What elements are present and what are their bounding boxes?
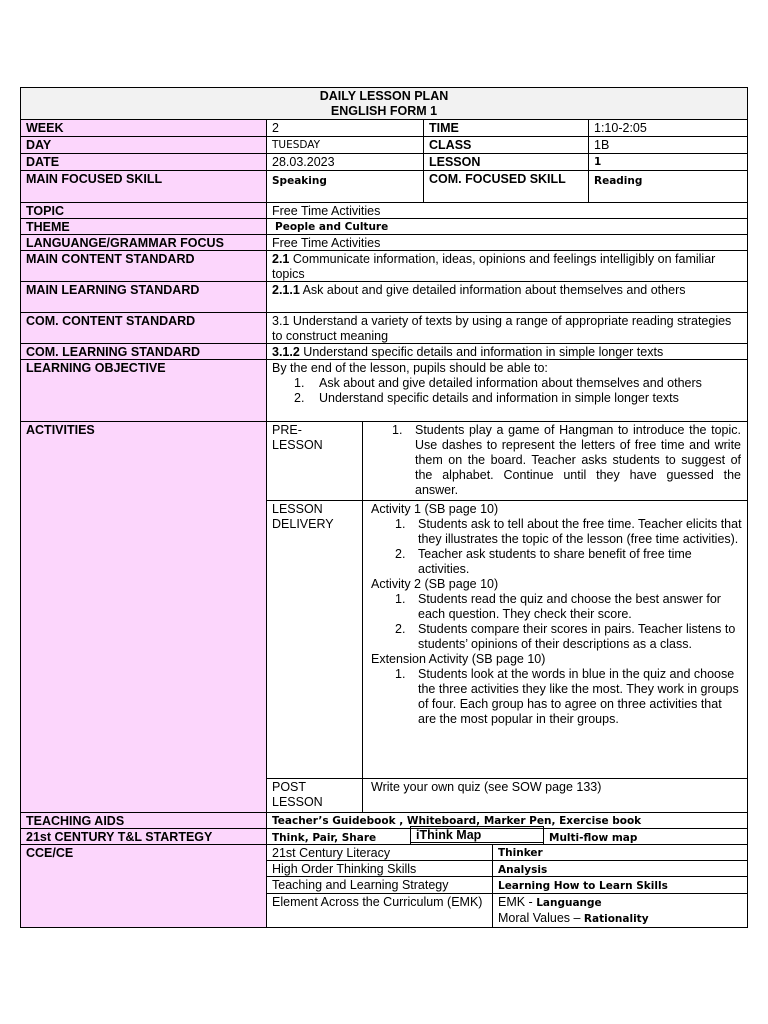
com-content-standard-label: COM. CONTENT STANDARD <box>20 312 267 344</box>
strategy-value-a: Think, Pair, Share <box>266 828 411 845</box>
activity-item <box>371 592 742 622</box>
teaching-aids-value: Teacher’s Guidebook , Whiteboard, Marker Pen, Exercise book <box>266 812 748 829</box>
item-text: Students look at the words in blue in the quiz and choose the three activities they like the most. They work in groups of four. Each group has to agree on three activities that are the most popular in their groups. <box>418 667 739 726</box>
date-label: DATE <box>20 153 267 171</box>
learning-objective-value <box>266 359 748 422</box>
activity-heading: Activity 1 (SB page 10) <box>371 502 499 516</box>
lesson-value: 1 <box>588 153 748 171</box>
main-learning-text: Ask about and give detailed information about themselves and others <box>299 283 686 297</box>
com-focused-skill-label: COM. FOCUSED SKILL <box>423 170 589 203</box>
main-content-text: Communicate information, ideas, opinions and feelings intelligibly on familiar topics <box>272 252 716 281</box>
time-value: 1:10-2:05 <box>588 119 748 137</box>
cce-right <box>492 893 748 928</box>
cce-emk-line <box>498 895 742 911</box>
com-learning-standard-label: COM. LEARNING STANDARD <box>20 343 267 360</box>
item-text: Students compare their scores in pairs. Teacher listens to students’ opinions of their descriptions as a class. <box>418 622 736 651</box>
com-learning-standard-value <box>266 343 748 360</box>
main-learning-standard-value <box>266 281 748 313</box>
com-content-standard-value: 3.1 Understand a variety of texts by using a range of appropriate reading strategies to construct meaning <box>266 312 748 344</box>
com-focused-skill-value: Reading <box>588 170 748 203</box>
lesson-delivery-label: LESSON DELIVERY <box>266 500 363 779</box>
cce-left: Element Across the Curriculum (EMK) <box>266 893 493 928</box>
date-value: 28.03.2023 <box>266 153 424 171</box>
activity-item <box>371 667 742 727</box>
cce-moral-line <box>498 911 742 927</box>
learning-objective-label: LEARNING OBJECTIVE <box>20 359 267 422</box>
lesson-delivery-content <box>362 500 748 779</box>
post-lesson-label: POST LESSON <box>266 778 363 813</box>
day-label: DAY <box>20 136 267 154</box>
teaching-aids-label: TEACHING AIDS <box>20 812 267 829</box>
activity-heading: Extension Activity (SB page 10) <box>371 652 546 666</box>
week-label: WEEK <box>20 119 267 137</box>
strategy-label: 21st CENTURY T&L STARTEGY <box>20 828 267 845</box>
strategy-value-c: Multi-flow map <box>543 828 748 845</box>
emk-prefix: EMK - <box>498 895 537 909</box>
objective-number: 1. <box>294 376 305 390</box>
item-number: 1. <box>395 592 406 606</box>
objective-intro: By the end of the lesson, pupils should be able to: <box>272 361 548 375</box>
cce-right: Learning How to Learn Skills <box>492 876 748 894</box>
main-focused-skill-label: MAIN FOCUSED SKILL <box>20 170 267 203</box>
grammar-focus-label: LANGUANGE/GRAMMAR FOCUS <box>20 234 267 251</box>
objective-text: Understand specific details and information in simple longer texts <box>319 391 679 405</box>
day-value: TUESDAY <box>266 136 424 154</box>
strategy-value-b: iThink Map <box>410 826 544 843</box>
activity-item <box>371 622 742 652</box>
topic-value: Free Time Activities <box>266 202 748 219</box>
post-lesson-content: Write your own quiz (see SOW page 133) <box>362 778 748 813</box>
cce-right: Thinker <box>492 844 748 861</box>
cce-left: High Order Thinking Skills <box>266 860 493 877</box>
pre-lesson-label: PRE- LESSON <box>266 421 363 501</box>
com-learning-code: 3.1.2 <box>272 345 300 359</box>
theme-label: THEME <box>20 218 267 235</box>
main-content-standard-value <box>266 250 748 282</box>
lesson-plan-table <box>20 87 748 928</box>
plan-title <box>20 87 748 120</box>
cce-label: CCE/CE <box>20 844 267 928</box>
topic-label: TOPIC <box>20 202 267 219</box>
main-focused-skill-value: Speaking <box>266 170 424 203</box>
cce-right: Analysis <box>492 860 748 877</box>
objective-item <box>272 391 742 406</box>
moral-prefix: Moral Values – <box>498 911 584 925</box>
main-content-standard-label: MAIN CONTENT STANDARD <box>20 250 267 282</box>
plan-title-line1: DAILY LESSON PLAN <box>319 89 449 103</box>
class-label: CLASS <box>423 136 589 154</box>
objective-item <box>272 376 742 391</box>
item-number: 1. <box>392 423 403 437</box>
lesson-label: LESSON <box>423 153 589 171</box>
item-number: 1. <box>395 667 406 681</box>
objective-text: Ask about and give detailed information about themselves and others <box>319 376 702 390</box>
cce-left: 21st Century Literacy <box>266 844 493 861</box>
item-text: Students read the quiz and choose the best answer for each question. They check their score. <box>418 592 721 621</box>
pre-lesson-content <box>362 421 748 501</box>
activity-heading: Activity 2 (SB page 10) <box>371 577 499 591</box>
item-number: 2. <box>395 622 406 636</box>
main-learning-code: 2.1.1 <box>272 283 300 297</box>
grammar-focus-value: Free Time Activities <box>266 234 748 251</box>
moral-value: Rationality <box>583 913 649 925</box>
activity-item <box>371 547 742 577</box>
time-label: TIME <box>423 119 589 137</box>
activity-item <box>371 517 742 547</box>
item-number: 2. <box>395 547 406 561</box>
item-text: Teacher ask students to share benefit of free time activities. <box>418 547 692 576</box>
week-value: 2 <box>266 119 424 137</box>
theme-value: People and Culture <box>266 218 748 235</box>
objective-number: 2. <box>294 391 305 405</box>
main-content-code: 2.1 <box>272 252 290 266</box>
activities-label: ACTIVITIES <box>20 421 267 813</box>
item-number: 1. <box>395 517 406 531</box>
main-learning-standard-label: MAIN LEARNING STANDARD <box>20 281 267 313</box>
item-text: Students ask to tell about the free time. Teacher elicits that they illustrates the topic of the lesson (free time activities). <box>418 517 742 546</box>
item-text: Students play a game of Hangman to introduce the topic. Use dashes to represent the letters of free time and write them on the board. Teacher asks students to suggest of the alphabet. Continue until they have guessed the answer. <box>415 423 741 497</box>
class-value: 1B <box>588 136 748 154</box>
emk-value: Languange <box>536 897 602 909</box>
com-learning-text: Understand specific details and information in simple longer texts <box>299 345 664 359</box>
plan-title-line2: ENGLISH FORM 1 <box>330 104 438 118</box>
cce-left: Teaching and Learning Strategy <box>266 876 493 894</box>
pre-lesson-item <box>368 423 741 498</box>
